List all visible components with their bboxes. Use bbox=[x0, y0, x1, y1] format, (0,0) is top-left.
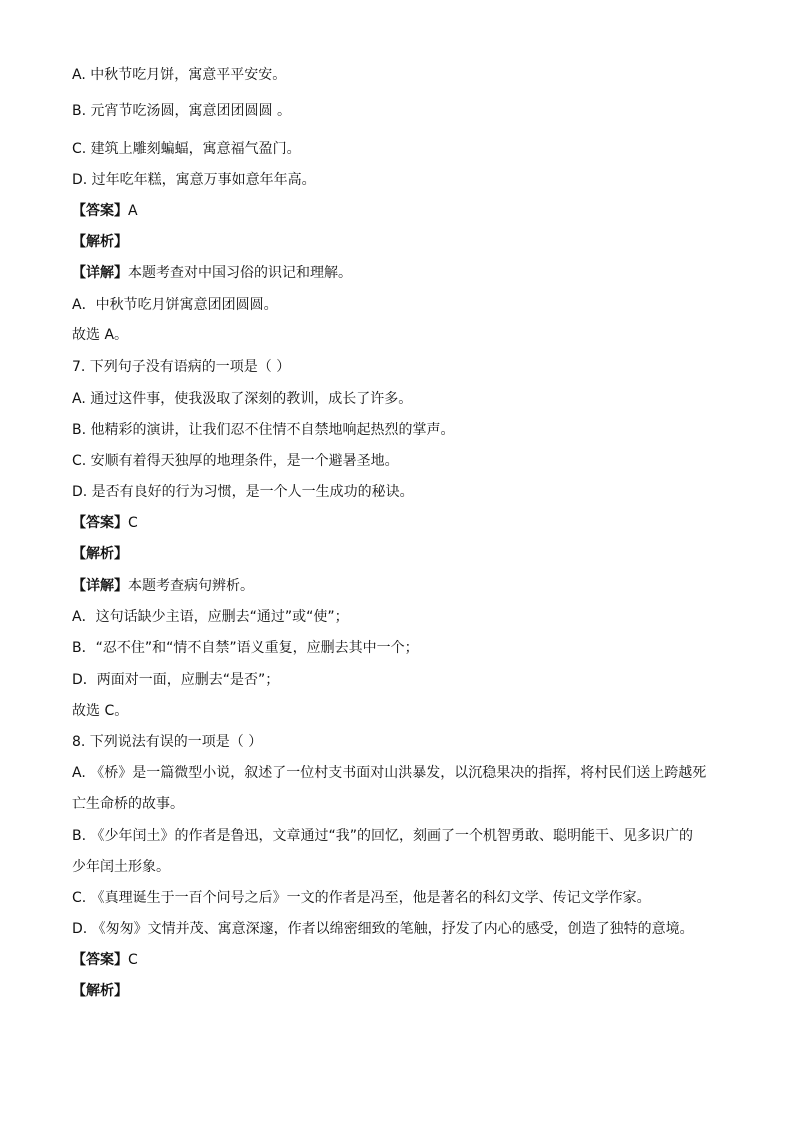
q8-option-a-line1: A. 《桥》是一篇微型小说，叙述了一位村支书面对山洪暴发，以沉稳果决的指挥，将村民们送上跨越死 bbox=[72, 765, 707, 781]
q7-analysis-label: 【解析】 bbox=[72, 546, 128, 562]
answer-label: 【答案】 bbox=[72, 515, 128, 531]
q7-answer bbox=[72, 514, 138, 532]
q7-option-b: B. 他精彩的演讲，让我们忍不住情不自禁地响起热烈的掌声。 bbox=[72, 422, 455, 438]
q6-option-b: B. 元宵节吃汤圆，寓意团团圆圆 。 bbox=[72, 103, 291, 119]
q6-explanation-a: A．中秋节吃月饼寓意团团圆圆。 bbox=[72, 297, 278, 313]
q8-option-d: D. 《匆匆》文情并茂、寓意深邃，作者以绵密细致的笔触，抒发了内心的感受，创造了独特的意境。 bbox=[72, 921, 694, 937]
detail-label: 【详解】 bbox=[72, 578, 128, 594]
answer-value: C bbox=[128, 952, 138, 968]
q7-conclusion: 故选 C。 bbox=[72, 703, 129, 719]
q8-option-b-line2: 少年闰土形象。 bbox=[72, 859, 170, 875]
q7-option-a: A. 通过这件事，使我汲取了深刻的教训，成长了许多。 bbox=[72, 391, 413, 407]
q6-answer bbox=[72, 202, 138, 220]
answer-label: 【答案】 bbox=[72, 203, 128, 219]
q7-detail bbox=[72, 577, 254, 595]
q7-explanation-d: D．两面对一面，应删去“是否”； bbox=[72, 672, 280, 688]
q6-option-c: C. 建筑上雕刻蝙蝠，寓意福气盈门。 bbox=[72, 141, 301, 157]
detail-text: 本题考查对中国习俗的识记和理解。 bbox=[128, 265, 352, 281]
q8-option-c: C. 《真理诞生于一百个问号之后》一文的作者是冯至，他是著名的科幻文学、传记文学作家。 bbox=[72, 890, 651, 906]
q7-option-c: C. 安顺有着得天独厚的地理条件，是一个避暑圣地。 bbox=[72, 453, 399, 469]
q8-analysis-label: 【解析】 bbox=[72, 983, 128, 999]
detail-text: 本题考查病句辨析。 bbox=[128, 578, 254, 594]
q8-option-a-line2: 亡生命桥的故事。 bbox=[72, 796, 184, 812]
answer-value: A bbox=[128, 203, 138, 219]
q7-explanation-a: A．这句话缺少主语，应删去“通过”或“使”； bbox=[72, 609, 349, 625]
q7-option-d: D. 是否有良好的行为习惯，是一个人一生成功的秘诀。 bbox=[72, 484, 414, 500]
q6-conclusion: 故选 A。 bbox=[72, 327, 129, 343]
q7-explanation-b: B．“忍不住”和“情不自禁”语义重复，应删去其中一个； bbox=[72, 640, 419, 656]
detail-label: 【详解】 bbox=[72, 265, 128, 281]
answer-label: 【答案】 bbox=[72, 952, 128, 968]
q8-stem: 8. 下列说法有误的一项是（ ） bbox=[72, 734, 263, 750]
answer-value: C bbox=[128, 515, 138, 531]
q6-analysis-label: 【解析】 bbox=[72, 234, 128, 250]
q6-detail bbox=[72, 264, 352, 282]
q8-option-b-line1: B. 《少年闰土》的作者是鲁迅，文章通过“我”的回忆，刻画了一个机智勇敢、聪明能干、见多识广的 bbox=[72, 828, 694, 844]
q8-answer bbox=[72, 951, 138, 969]
q7-stem: 7. 下列句子没有语病的一项是（ ） bbox=[72, 359, 291, 375]
q6-option-d: D. 过年吃年糕，寓意万事如意年年高。 bbox=[72, 172, 316, 188]
q6-option-a: A. 中秋节吃月饼，寓意平平安安。 bbox=[72, 67, 287, 83]
